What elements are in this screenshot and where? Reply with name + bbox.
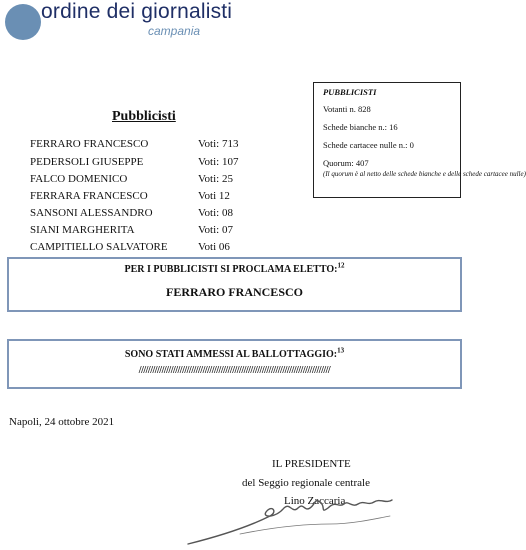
handwritten-signature	[180, 478, 410, 550]
candidate-name: FERRARA FRANCESCO	[30, 190, 148, 202]
ballottaggio-label	[9, 346, 460, 360]
candidate-votes: Voti: 08	[198, 207, 233, 219]
ballottaggio-value: ////////////////////////////////////////////////////////////////////////////////////	[138, 365, 331, 376]
candidate-votes: Voti: 107	[198, 156, 239, 168]
schede-bianche-count: Schede bianche n.: 16	[323, 122, 398, 132]
signatory-role: del Seggio regionale centrale	[242, 477, 370, 489]
footnote-marker: 12	[337, 261, 345, 270]
candidate-votes: Voti: 713	[198, 138, 239, 150]
logo-title: ordine dei giornalisti	[41, 0, 233, 23]
elected-label	[9, 261, 460, 275]
candidate-name: CAMPITIELLO SALVATORE	[30, 241, 168, 253]
candidate-votes: Voti 12	[198, 190, 230, 202]
elected-label-text: PER I PUBBLICISTI SI PROCLAMA ELETTO:	[124, 264, 338, 275]
date-place: Napoli, 24 ottobre 2021	[9, 416, 115, 428]
signatory-name: Lino Zaccaria	[284, 495, 346, 507]
candidate-name: SANSONI ALESSANDRO	[30, 207, 153, 219]
ballottaggio-box	[7, 339, 462, 389]
quorum-value: Quorum: 407	[323, 158, 369, 168]
logo-mark-icon	[4, 3, 42, 41]
elected-name: FERRARO FRANCESCO	[165, 285, 303, 299]
candidate-votes: Voti: 25	[198, 173, 233, 185]
signatory-title: IL PRESIDENTE	[272, 458, 351, 470]
logo-subtitle: campania	[148, 24, 201, 38]
quorum-note: (Il quorum è al netto delle schede bianche e delle schede cartacee nulle)	[323, 170, 526, 178]
candidate-name: FALCO DOMENICO	[30, 173, 128, 185]
candidate-name: SIANI MARGHERITA	[30, 224, 135, 236]
quorum-box-title: PUBBLICISTI	[323, 87, 377, 97]
section-title: Pubblicisti	[112, 109, 176, 124]
votanti-count: Votanti n. 828	[323, 104, 371, 114]
quorum-info-box	[313, 82, 526, 198]
schede-nulle-count: Schede cartacee nulle n.: 0	[323, 140, 414, 150]
candidate-votes: Voti 06	[198, 241, 230, 253]
candidate-name: FERRARO FRANCESCO	[30, 138, 149, 150]
footnote-marker: 13	[337, 346, 345, 355]
elected-box	[7, 257, 462, 312]
ballottaggio-label-text: SONO STATI AMMESSI AL BALLOTTAGGIO:	[124, 349, 338, 360]
candidate-votes: Voti: 07	[198, 224, 233, 236]
candidate-name: PEDERSOLI GIUSEPPE	[30, 156, 144, 168]
